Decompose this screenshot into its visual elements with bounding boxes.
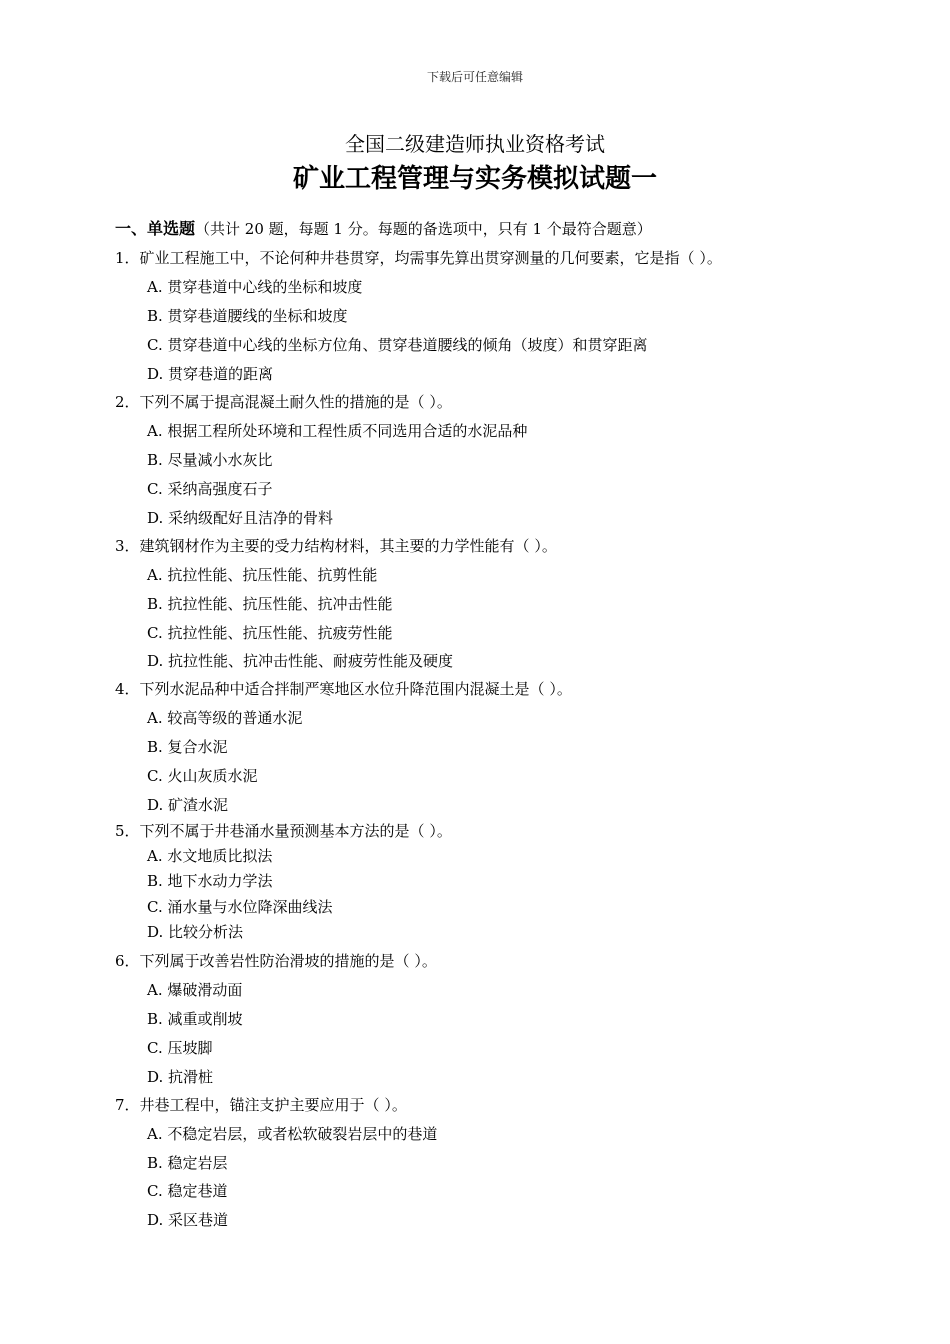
- option-a: A. 根据工程所处环境和工程性质不同选用合适的水泥品种: [147, 422, 528, 440]
- option-c: C. 压坡脚: [147, 1039, 213, 1057]
- option-b: B. 减重或削坡: [147, 1010, 243, 1028]
- question-stem: 1．矿业工程施工中，不论何种井巷贯穿，均需事先算出贯穿测量的几何要素，它是指（ ）。: [115, 249, 722, 267]
- option-a: A. 爆破滑动面: [147, 981, 243, 999]
- section-heading: [115, 216, 652, 239]
- section-label: 一、单选题: [115, 219, 196, 238]
- option-b: B. 稳定岩层: [147, 1154, 228, 1172]
- option-c: C. 火山灰质水泥: [147, 767, 258, 785]
- option-a: A. 较高等级的普通水泥: [147, 709, 303, 727]
- exam-subtitle: 矿业工程管理与实务模拟试题一: [292, 164, 657, 194]
- option-c: C. 稳定巷道: [147, 1182, 228, 1200]
- header-note: 下载后可任意编辑: [426, 70, 523, 84]
- option-c: C. 贯穿巷道中心线的坐标方位角、贯穿巷道腰线的倾角（坡度）和贯穿距离: [147, 336, 648, 354]
- option-d: D. 采纳级配好且洁净的骨料: [147, 509, 334, 527]
- option-d: D. 抗拉性能、抗冲击性能、耐疲劳性能及硬度: [147, 652, 454, 670]
- option-a: A. 抗拉性能、抗压性能、抗剪性能: [147, 566, 378, 584]
- option-c: C. 涌水量与水位降深曲线法: [147, 898, 333, 916]
- question-stem: 7．井巷工程中，锚注支护主要应用于（ ）。: [115, 1096, 407, 1114]
- option-b: B. 贯穿巷道腰线的坐标和坡度: [147, 307, 348, 325]
- option-d: D. 抗滑桩: [147, 1068, 214, 1086]
- option-b: B. 地下水动力学法: [147, 872, 273, 890]
- option-c: C. 采纳高强度石子: [147, 480, 273, 498]
- question-stem: 6．下列属于改善岩性防治滑坡的措施的是（ ）。: [115, 952, 437, 970]
- question-stem: 3．建筑钢材作为主要的受力结构材料，其主要的力学性能有（ ）。: [115, 537, 557, 555]
- option-d: D. 比较分析法: [147, 923, 244, 941]
- option-a: A. 水文地质比拟法: [147, 847, 273, 865]
- option-d: D. 矿渣水泥: [147, 796, 229, 814]
- option-b: B. 抗拉性能、抗压性能、抗冲击性能: [147, 595, 393, 613]
- question-stem: 2．下列不属于提高混凝土耐久性的措施的是（ ）。: [115, 393, 452, 411]
- exam-title: 全国二级建造师执业资格考试: [345, 132, 605, 156]
- option-a: A. 不稳定岩层，或者松软破裂岩层中的巷道: [147, 1125, 438, 1143]
- question-stem: 4．下列水泥品种中适合拌制严寒地区水位升降范围内混凝土是（ ）。: [115, 680, 572, 698]
- option-a: A. 贯穿巷道中心线的坐标和坡度: [147, 278, 363, 296]
- question-stem: 5．下列不属于井巷涌水量预测基本方法的是（ ）。: [115, 822, 452, 840]
- option-c: C. 抗拉性能、抗压性能、抗疲劳性能: [147, 624, 393, 642]
- section-instructions: （共计 20 题，每题 1 分。每题的备选项中，只有 1 个最符合题意）: [195, 220, 652, 238]
- option-d: D. 采区巷道: [147, 1211, 229, 1229]
- option-b: B. 复合水泥: [147, 738, 228, 756]
- option-d: D. 贯穿巷道的距离: [147, 365, 274, 383]
- option-b: B. 尽量减小水灰比: [147, 451, 273, 469]
